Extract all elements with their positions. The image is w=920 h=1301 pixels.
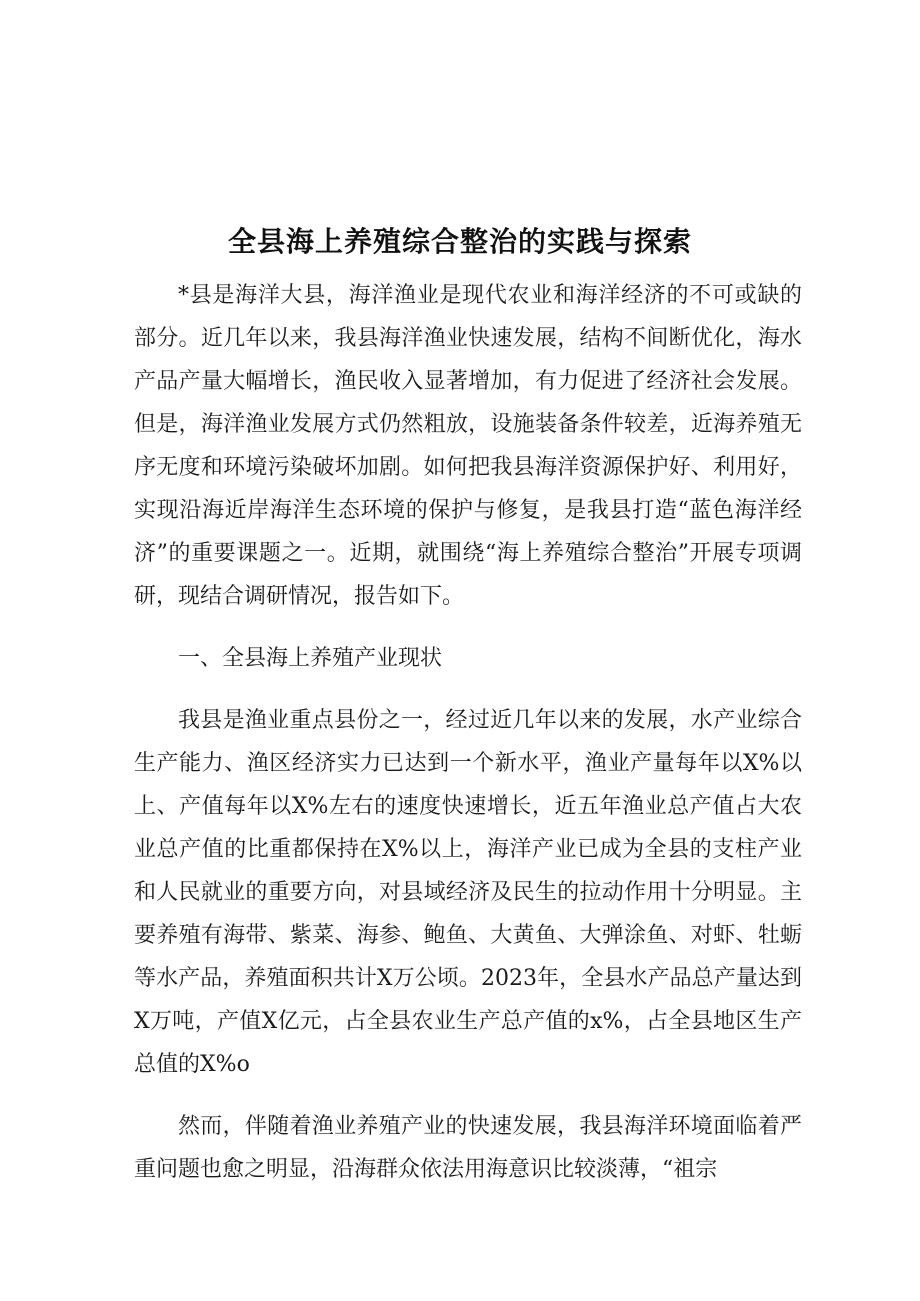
document-title: 全县海上养殖综合整治的实践与探索 <box>227 225 692 258</box>
section-paragraph: 我县是渔业重点县份之一，经过近几年以来的发展，水产业综合生产能力、渔区经济实力已达到一个新水平，渔业产量每年以X%以上、产值每年以X%左右的速度快速增长，近五年渔业总产值占大农业总产值的比重都保持在X%以上，海洋产业已成为全县的支柱产业和人民就业的重要方向，对县域经济及民生的拉动作用十分明显。主要养殖有海带、紫菜、海参、鲍鱼、大黄鱼、大弹涂鱼、对虾、牡蛎等水产品，养殖面积共计X万公顷。2023年，全县水产品总产量达到X万吨，产值X亿元，占全县农业生产总产值的x%，占全县地区生产总值的X%o <box>134 708 802 1077</box>
document-body <box>134 274 802 1191</box>
section-heading: 一、全县海上养殖产业现状 <box>178 646 443 671</box>
section-paragraph-continued: 然而，伴随着渔业养殖产业的快速发展，我县海洋环境面临着严重问题也愈之明显，沿海群众依法用海意识比较淡薄，“祖宗 <box>134 1114 802 1182</box>
intro-paragraph: *县是海洋大县，海洋渔业是现代农业和海洋经济的不可或缺的部分。近几年以来，我县海洋渔业快速发展，结构不间断优化，海水产品产量大幅增长，渔民收入显著增加，有力促进了经济社会发展。但是，海洋渔业发展方式仍然粗放，设施装备条件较差，近海养殖无序无度和环境污染破坏加剧。如何把我县海洋资源保护好、利用好，实现沿海近岸海洋生态环境的保护与修复，是我县打造“蓝色海洋经济”的重要课题之一。近期，就围绕“海上养殖综合整治”开展专项调研，现结合调研情况，报告如下。 <box>134 283 802 609</box>
